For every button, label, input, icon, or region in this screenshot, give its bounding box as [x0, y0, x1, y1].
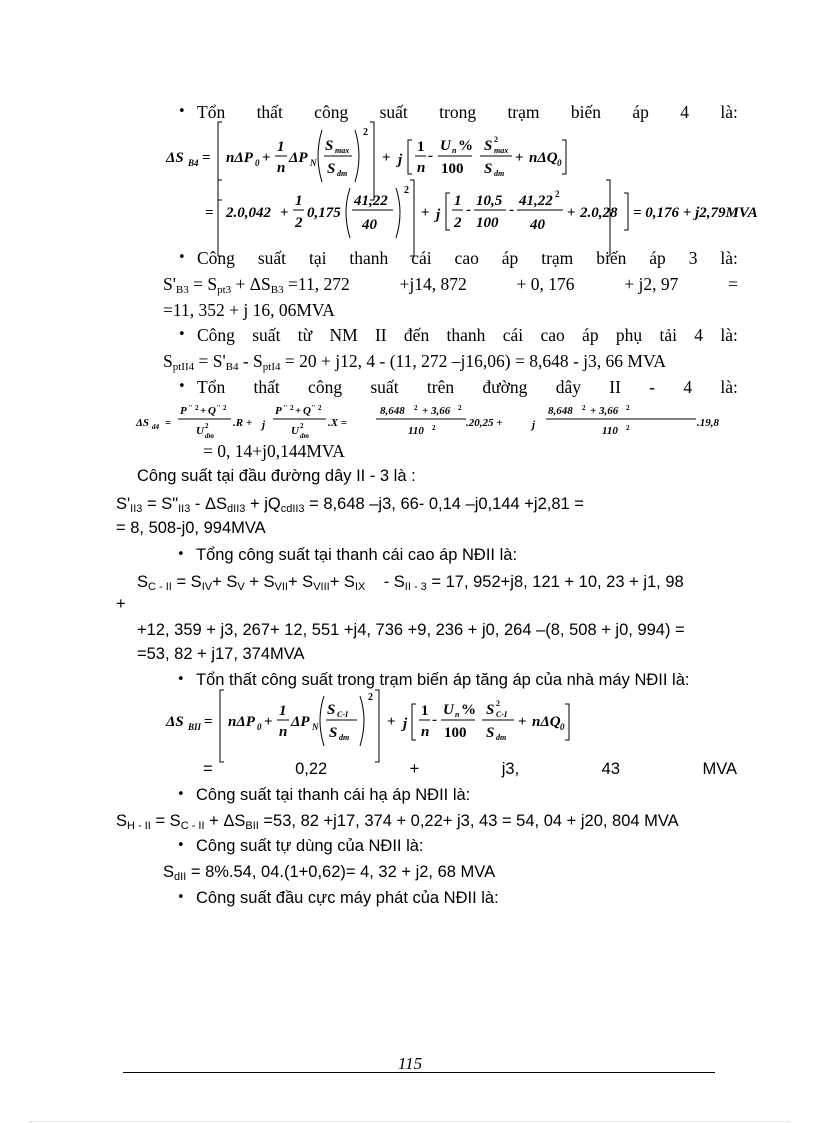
word: suất — [379, 102, 408, 122]
sup: 2 — [414, 404, 418, 412]
sup: 2 — [494, 135, 498, 144]
word: từ — [297, 325, 313, 345]
sup: 2 — [205, 422, 209, 430]
term: 2.0,042 — [226, 205, 271, 221]
word: là: — [720, 248, 738, 268]
eq: = S — [176, 573, 202, 591]
sup: 2 — [290, 404, 294, 412]
sup: '' — [188, 404, 192, 412]
word: áp — [501, 248, 519, 268]
part: =11, 272 — [287, 274, 350, 294]
heading-line-loss — [197, 377, 738, 397]
r: .R + — [233, 417, 253, 429]
frac-bot: S — [327, 161, 336, 177]
page-bottom-border — [30, 1121, 790, 1122]
frac-bot: S — [484, 161, 493, 177]
pct: % — [461, 702, 476, 718]
j: + jQ — [249, 495, 281, 513]
frac-top: 41,22 — [354, 193, 388, 209]
sub: B3 — [175, 284, 189, 296]
s: S' — [163, 274, 176, 294]
sub: C - II — [180, 820, 205, 832]
minus: - S — [383, 573, 405, 591]
sub: 0 — [257, 722, 262, 732]
formula-sub: B4 — [188, 158, 199, 168]
sub: dm — [300, 432, 309, 440]
frac-top: S — [484, 138, 493, 154]
frac-bot: S — [486, 725, 495, 741]
heading-power-nm2 — [197, 325, 738, 345]
sub: pt3 — [217, 284, 232, 296]
equation-s-dii — [163, 862, 495, 882]
sub: d4 — [152, 423, 159, 431]
heading-generator-power: • Công suất đầu cực máy phát của NĐII là: — [196, 888, 499, 908]
minus: - — [466, 202, 471, 218]
rest: = 8,648 –j3, 66- 0,14 –j0,144 +j2,81 = — [309, 495, 584, 513]
formula-loss-b4 — [165, 122, 566, 200]
term: ΔP — [291, 714, 310, 730]
sub: ptI4 — [262, 361, 281, 373]
word: trạm — [507, 102, 540, 122]
word: suất — [257, 248, 287, 268]
word: thanh — [446, 325, 486, 345]
word: thanh — [349, 248, 389, 268]
frac-top: 1 — [417, 139, 425, 155]
heading-low-bus: • Công suất tại thanh cái hạ áp NĐII là: — [196, 785, 470, 805]
sub: B4 — [225, 361, 239, 373]
term: 2.0,28 — [580, 205, 618, 221]
equation-s-ptii4 — [163, 351, 666, 371]
sup: '' — [283, 404, 287, 412]
formula-lhs: ΔS — [136, 417, 150, 429]
formula-loss-bii — [165, 690, 569, 762]
minus: - S — [242, 351, 263, 371]
sup: 2 — [195, 404, 199, 412]
part: + 0, 176 — [516, 274, 575, 294]
word: 4 — [694, 325, 704, 345]
sup: 2 — [318, 404, 322, 412]
rest: = 8%.54, 04.(1+0,62)= 4, 32 + j2, 68 MVA — [190, 863, 496, 881]
rest: = 17, 952+j8, 121 + 10, 23 + j1, 98 — [431, 573, 684, 591]
x-val: .19,8 — [697, 417, 719, 429]
plus: + — [421, 205, 430, 221]
term: 0,175 — [307, 205, 341, 221]
sub: N — [312, 722, 319, 732]
pct: % — [458, 138, 473, 154]
sub: dm — [339, 733, 350, 742]
frac-top: U — [440, 138, 451, 154]
j: j — [532, 419, 536, 431]
word: trong — [439, 102, 477, 122]
word: trạm — [541, 248, 574, 268]
frac-top: 1 — [454, 193, 462, 209]
word: tải — [659, 325, 677, 345]
plus: + — [387, 714, 396, 730]
word: thất — [253, 377, 280, 397]
term: nΔQ — [529, 150, 558, 166]
equation-s-b3-result: =11, 352 + j 16, 06MVA — [163, 300, 335, 320]
sub: C-I — [496, 710, 508, 719]
s: S — [116, 812, 128, 830]
sub: ptII4 — [172, 361, 195, 373]
frac-bot: 40 — [362, 217, 377, 233]
sub: dII3 — [227, 503, 246, 515]
sub: H - II — [127, 820, 151, 832]
word: cao — [540, 325, 565, 345]
frac-bot: S — [329, 725, 338, 741]
sub: dII — [174, 871, 187, 883]
frac-top: 8,648 — [380, 405, 405, 417]
plus: + — [567, 205, 576, 221]
term: nΔP — [228, 714, 255, 730]
sup: 2 — [496, 699, 500, 708]
word: - — [649, 377, 656, 397]
word: công — [308, 377, 343, 397]
sub: N — [310, 158, 317, 168]
s: S — [137, 573, 149, 591]
sup: 2 — [363, 127, 368, 138]
word: NM — [329, 325, 358, 345]
sup: 2 — [458, 404, 462, 412]
sub: n — [452, 146, 457, 155]
frac-top: U — [443, 702, 454, 718]
j: j — [436, 207, 441, 223]
word: công — [314, 102, 349, 122]
word: đến — [403, 325, 430, 345]
sub: dm — [494, 169, 505, 178]
equation-sc-ii — [137, 572, 684, 592]
rest: =53, 82 +j17, 374 + 0,22+ j3, 43 = 54, 04 + j20, 804 MVA — [263, 812, 679, 830]
p: P — [180, 405, 187, 417]
word: cái — [411, 248, 432, 268]
equation-s-b3 — [163, 274, 738, 294]
plus: + — [264, 714, 273, 730]
frac-top: S — [325, 138, 334, 154]
sub: n — [455, 710, 460, 719]
minus: - — [428, 148, 433, 164]
sub: B3 — [270, 284, 284, 296]
formula-lhs: ΔS — [166, 150, 184, 166]
word: là: — [720, 377, 738, 397]
plus: + — [295, 405, 302, 417]
formula-lhs: ΔS — [166, 714, 184, 730]
r-val: .20,25 + — [466, 417, 503, 429]
frac-bot: 100 — [441, 161, 464, 177]
frac-bot: n — [277, 160, 286, 176]
word: biến — [596, 248, 627, 268]
formula-loss-b4-values — [205, 180, 758, 256]
plus: + S — [287, 573, 314, 591]
j: j — [403, 716, 408, 732]
frac-bot: 110 — [408, 425, 424, 437]
sup: 2 — [626, 404, 630, 412]
word: trên — [426, 377, 455, 397]
frac-top: 10,5 — [476, 193, 503, 209]
plus: + — [515, 150, 524, 166]
formula-result: = 0,176 + j2,79MVA — [633, 205, 758, 221]
frac-bot: 2 — [454, 215, 462, 231]
eq: = S' — [198, 351, 226, 371]
sub: II3 — [178, 503, 191, 515]
sup: 2 — [368, 692, 373, 703]
sup: 2 — [300, 422, 304, 430]
s: S — [163, 351, 173, 371]
sub: 0 — [255, 158, 260, 168]
u: U — [196, 425, 204, 437]
word: II — [609, 377, 621, 397]
rest: = 20 + j12, 4 - (11, 272 –j16,06) = 8,648 - j3, 66 MVA — [284, 351, 666, 371]
word: MVA — [702, 760, 737, 778]
sub: cdII3 — [280, 503, 305, 515]
plus: + — [382, 150, 391, 166]
sup: 2 — [223, 404, 227, 412]
word: 0,22 — [295, 760, 328, 778]
loss-bii-result — [203, 759, 737, 779]
s: S' — [116, 495, 131, 513]
equals: = — [205, 205, 214, 221]
heading-self-use: • Công suất tự dùng của NĐII là: — [196, 836, 424, 856]
frac-top: + 3,66 — [422, 405, 451, 417]
sub: max — [494, 146, 509, 155]
continuation-plus: + — [116, 595, 126, 613]
s-b3-lhs — [163, 274, 350, 294]
q: Q — [208, 405, 216, 417]
frac-top: 1 — [295, 193, 303, 209]
sub: VII — [274, 581, 288, 593]
sub: dm — [205, 432, 214, 440]
s: S — [163, 863, 175, 881]
word: • Công — [197, 325, 235, 345]
part: + j2, 97 — [624, 274, 679, 294]
part: = — [728, 274, 738, 294]
equation-s-ii3 — [116, 494, 584, 514]
plus: + S — [249, 573, 275, 591]
sub: BII — [188, 722, 202, 732]
formula-line-loss — [135, 404, 720, 440]
sub: V — [237, 581, 245, 593]
heading-power-ii3: Công suất tại đầu đường dây II - 3 là : — [137, 467, 416, 485]
word: áp — [582, 325, 599, 345]
frac-bot: 100 — [444, 725, 467, 741]
word: 4 — [680, 102, 690, 122]
frac-top: + 3,66 — [590, 405, 619, 417]
plus: + — [280, 205, 289, 221]
sub: C - II — [148, 581, 172, 593]
frac-top: 1 — [277, 139, 285, 155]
word: biến — [570, 102, 602, 122]
sup: 2 — [432, 424, 436, 432]
sub: C-I — [337, 710, 349, 719]
word: 3 — [688, 248, 698, 268]
plus: + S — [212, 573, 238, 591]
word: là: — [720, 102, 738, 122]
sub: II - 3 — [404, 581, 427, 593]
plus: + S — [329, 573, 355, 591]
page-number: 115 — [397, 1054, 423, 1073]
plus: + — [518, 714, 527, 730]
word: tại — [308, 248, 327, 268]
equals: = — [204, 714, 213, 730]
frac-top: S — [327, 702, 336, 718]
q: Q — [303, 405, 311, 417]
frac-top: 1 — [279, 703, 287, 719]
sub: dm — [337, 169, 348, 178]
term: nΔQ — [532, 714, 561, 730]
frac-top: 41,22 — [519, 193, 553, 209]
x: .X = — [328, 417, 348, 429]
j: j — [398, 152, 403, 168]
term: ΔP — [289, 150, 308, 166]
sub: IV — [201, 581, 213, 593]
word: = — [203, 760, 213, 778]
sup: 2 — [404, 185, 409, 196]
line-loss-result: = 0, 14+j0,144MVA — [203, 441, 345, 461]
word: suất — [370, 377, 399, 397]
equation-s-ii3-result: = 8, 508-j0, 994MVA — [116, 519, 266, 537]
part: +j14, 872 — [399, 274, 467, 294]
sup: '' — [216, 404, 220, 412]
word: cao — [454, 248, 479, 268]
frac-bot: n — [417, 160, 426, 176]
word: suất — [252, 325, 281, 345]
word: 4 — [683, 377, 693, 397]
word: áp — [632, 102, 649, 122]
frac-bot: 40 — [530, 217, 545, 233]
sup: 2 — [626, 424, 630, 432]
frac-bot: n — [279, 724, 288, 740]
sup: 2 — [582, 404, 586, 412]
sub: VIII — [313, 581, 330, 593]
equation-sc-ii-terms: +12, 359 + j3, 267+ 12, 551 +j4, 736 +9, 236 + j0, 264 –(8, 508 + j0, 994) = — [137, 621, 685, 639]
sub: BII — [245, 820, 259, 832]
term: nΔP — [226, 150, 253, 166]
equation-sh-ii — [116, 811, 679, 831]
equation-sc-ii-result: =53, 82 + j17, 374MVA — [137, 645, 305, 663]
plus: + — [200, 405, 207, 417]
word: áp — [649, 248, 666, 268]
sup: '' — [311, 404, 315, 412]
heading-total-power: • Tổng công suất tại thanh cái cao áp NĐII là: — [196, 545, 517, 565]
plus: + ΔS — [209, 812, 246, 830]
frac-bot: 110 — [602, 425, 618, 437]
frac-bot: 2 — [295, 215, 303, 231]
heading-loss-bii: • Tổn thất công suất trong trạm biến áp tăng áp của nhà máy NĐII là: — [196, 670, 689, 690]
eq: = S — [155, 812, 181, 830]
eq: = S — [193, 274, 218, 294]
frac-top: S — [486, 702, 495, 718]
minus: - ΔS — [194, 495, 228, 513]
sub: max — [335, 146, 350, 155]
minus: - — [432, 712, 437, 728]
heading-power-b3 — [197, 248, 738, 268]
word: + — [409, 760, 420, 778]
word: j3, — [501, 760, 520, 778]
plus: + ΔS — [235, 274, 271, 294]
sub: 0 — [557, 158, 562, 168]
word: • Tổn — [197, 377, 226, 397]
j: j — [262, 419, 266, 431]
word: cái — [502, 325, 524, 345]
frac-bot: 100 — [476, 215, 499, 231]
p: P — [275, 405, 282, 417]
sub: dm — [496, 733, 507, 742]
eq: = S" — [146, 495, 179, 513]
u: U — [291, 425, 299, 437]
frac-top: 1 — [421, 703, 429, 719]
word: II — [374, 325, 387, 345]
frac-bot: n — [421, 724, 430, 740]
word: • Công — [197, 248, 235, 268]
equals: = — [202, 150, 211, 166]
plus: + — [262, 150, 271, 166]
word: đường — [482, 377, 528, 397]
sub: 0 — [560, 722, 565, 732]
equals: = — [165, 417, 172, 429]
sup: 2 — [555, 189, 560, 199]
word: phụ — [615, 325, 643, 345]
word: • Tổn — [197, 102, 226, 122]
minus: - — [509, 202, 514, 218]
word: là: — [720, 325, 738, 345]
frac-top: 8,648 — [548, 405, 573, 417]
sub: IX — [354, 581, 366, 593]
word: thất — [256, 102, 283, 122]
word: 43 — [601, 760, 621, 778]
footer-rule — [123, 1072, 715, 1073]
word: dây — [555, 377, 581, 397]
sub: II3 — [130, 503, 143, 515]
